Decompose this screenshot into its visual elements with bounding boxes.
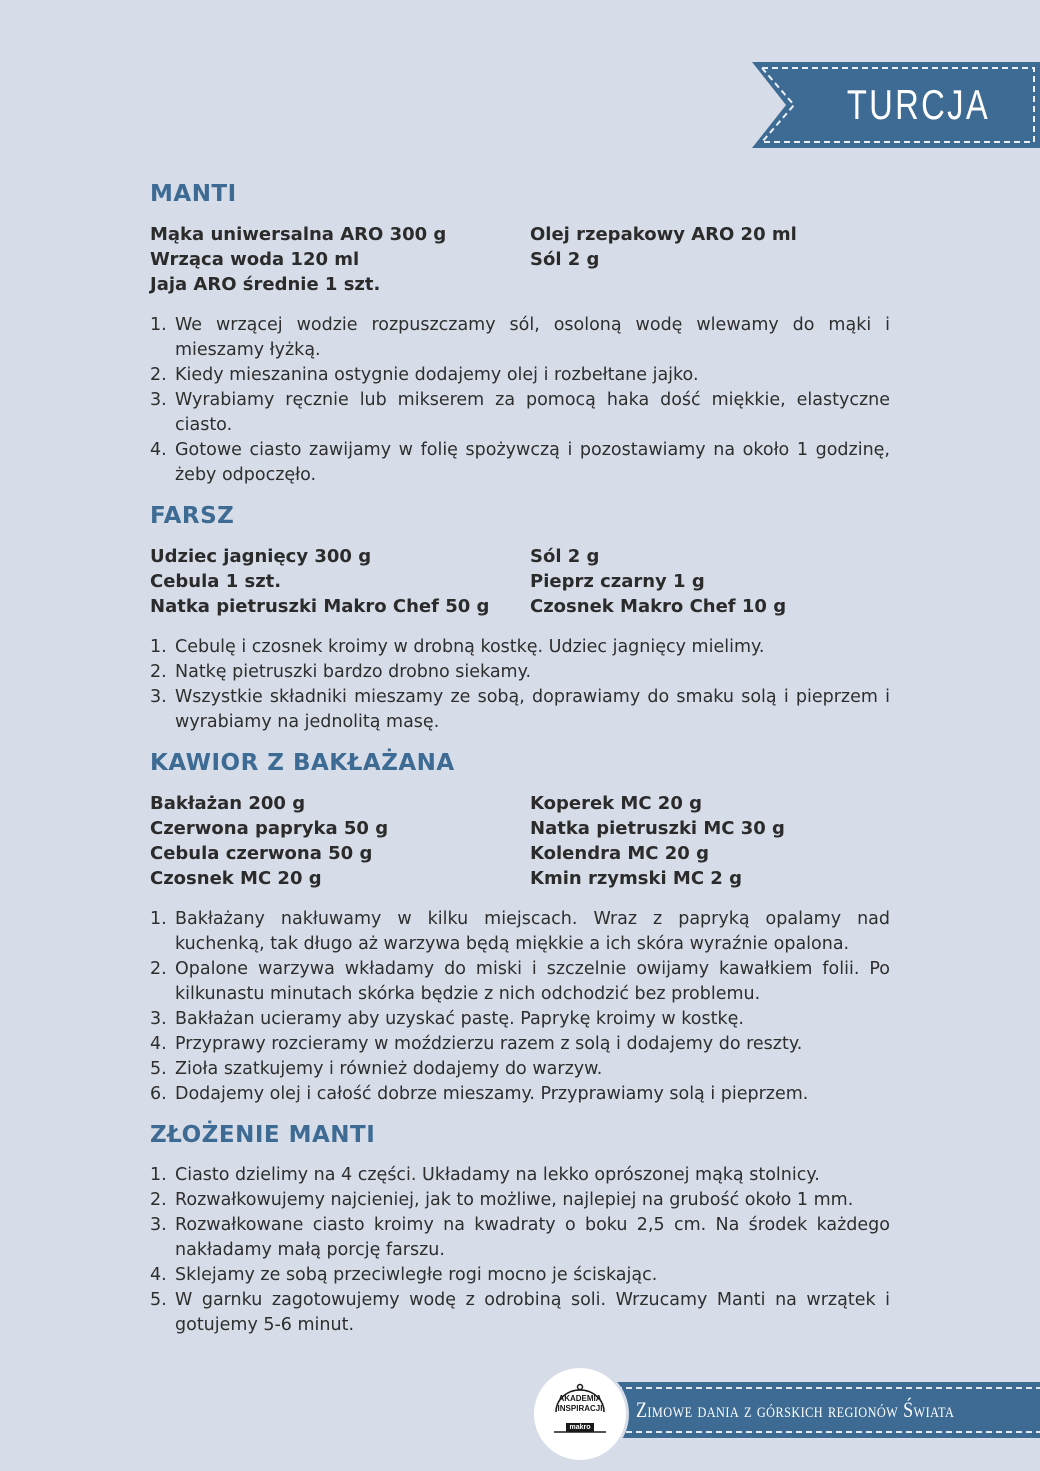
step-text: We wrzącej wodzie rozpuszczamy sól, osoloną wodę wlewamy do mąki i mieszamy łyżką. [175,315,890,360]
step-text: Natkę pietruszki bardzo drobno siekamy. [175,662,532,682]
step-text: Sklejamy ze sobą przeciwległe rogi mocno je ściskając. [175,1265,658,1285]
section-title: MANTI [150,181,237,207]
logo-badge: makro [566,1423,593,1432]
step-number: 2. [150,1190,167,1210]
step-number: 1. [150,1165,167,1185]
ingredients-column-right [530,222,890,297]
footer-tagline: Zimowe dania z górskich regionów Świata [636,1397,955,1422]
step-number: 3. [150,1009,167,1029]
step-item [150,1032,890,1057]
steps-list [150,907,890,1107]
ingredient-item: Czosnek Makro Chef 10 g [530,596,787,617]
ingredient-item: Pieprz czarny 1 g [530,571,705,592]
ingredients-column-left [150,222,530,297]
step-text: Bakłażan ucieramy aby uzyskać pastę. Paprykę kroimy w kostkę. [175,1009,744,1029]
logo-line-2: INSPIRACJI [557,1404,603,1413]
ingredient-item: Natka pietruszki MC 30 g [530,818,785,839]
step-text: W garnku zagotowujemy wodę z odrobiną soli. Wrzucamy Manti na wrzątek i gotujemy 5-6 minut. [175,1290,890,1335]
step-number: 4. [150,1265,167,1285]
ingredients-column-left [150,544,530,619]
step-item [150,660,890,685]
steps-list [150,1163,890,1338]
step-item [150,957,890,1007]
step-number: 2. [150,365,167,385]
step-number: 2. [150,662,167,682]
step-item [150,1213,890,1263]
step-text: Gotowe ciasto zawijamy w folię spożywczą i pozostawiamy na około 1 godzinę, żeby odpoczęło. [175,440,890,485]
step-item [150,1082,890,1107]
step-item [150,313,890,363]
ingredients-column-left [150,791,530,891]
step-number: 4. [150,440,167,460]
step-item [150,1007,890,1032]
step-number: 3. [150,390,167,410]
step-item [150,1163,890,1188]
step-text: Bakłażany nakłuwamy w kilku miejscach. Wraz z papryką opalamy nad kuchenką, tak długo aż warzywa będą miękkie a ich skóra wyraźnie opalona. [175,909,890,954]
ingredient-item: Wrząca woda 120 ml [150,249,360,270]
step-item [150,1057,890,1082]
step-number: 5. [150,1059,167,1079]
ingredient-item: Koperek MC 20 g [530,793,703,814]
ingredient-item: Sól 2 g [530,546,600,567]
step-item [150,363,890,388]
ingredients-column-right [530,544,890,619]
step-number: 3. [150,687,167,707]
step-number: 5. [150,1290,167,1310]
ingredients-list [150,222,890,297]
section-title: ZŁOŻENIE MANTI [150,1122,376,1148]
step-text: Przyprawy rozcieramy w moździerzu razem z solą i dodajemy do reszty. [175,1034,803,1054]
step-item [150,1263,890,1288]
step-text: Kiedy mieszanina ostygnie dodajemy olej i rozbełtane jajko. [175,365,699,385]
section-spacer [150,1153,890,1163]
ingredient-item: Czosnek MC 20 g [150,868,322,889]
step-item [150,1188,890,1213]
steps-list [150,313,890,488]
step-number: 4. [150,1034,167,1054]
step-number: 3. [150,1215,167,1235]
ingredient-item: Mąka uniwersalna ARO 300 g [150,224,447,245]
step-item [150,907,890,957]
step-text: Zioła szatkujemy i również dodajemy do warzyw. [175,1059,603,1079]
step-item [150,1288,890,1338]
step-number: 1. [150,315,167,335]
step-text: Dodajemy olej i całość dobrze mieszamy. Przyprawiamy solą i pieprzem. [175,1084,809,1104]
ingredient-item: Bakłażan 200 g [150,793,306,814]
steps-list [150,635,890,735]
step-number: 6. [150,1084,167,1104]
ingredient-item: Sól 2 g [530,249,600,270]
step-item [150,635,890,660]
ingredient-item: Jaja ARO średnie 1 szt. [150,274,381,295]
step-number: 1. [150,637,167,657]
ingredient-item: Cebula czerwona 50 g [150,843,373,864]
step-text: Cebulę i czosnek kroimy w drobną kostkę. Udziec jagnięcy mielimy. [175,637,765,657]
ingredient-item: Czerwona papryka 50 g [150,818,389,839]
step-text: Rozwałkowane ciasto kroimy na kwadraty o boku 2,5 cm. Na środek każdego nakładamy małą porcję farszu. [175,1215,890,1260]
logo-line-1: AKADEMIA [558,1394,602,1403]
section-title: KAWIOR Z BAKŁAŻANA [150,750,455,776]
step-item [150,685,890,735]
step-text: Opalone warzywa wkładamy do miski i szczelnie owijamy kawałkiem folii. Po kilkunastu minutach skórka będzie z nich odchodzić bez problemu. [175,959,890,1004]
ingredients-list [150,544,890,619]
step-text: Ciasto dzielimy na 4 części. Układamy na lekko oprószonej mąką stolnicy. [175,1165,820,1185]
ingredient-item: Natka pietruszki Makro Chef 50 g [150,596,490,617]
akademia-inspiracji-logo [534,1368,626,1460]
step-text: Wyrabiamy ręcznie lub mikserem za pomocą haka dość miękkie, elastyczne ciasto. [175,390,890,435]
ingredients-column-right [530,791,890,891]
ingredient-item: Cebula 1 szt. [150,571,282,592]
country-banner [752,62,1040,148]
step-number: 2. [150,959,167,979]
step-item [150,438,890,488]
footer-band [600,1382,1040,1438]
recipe-content [150,176,890,1348]
ingredient-item: Kmin rzymski MC 2 g [530,868,742,889]
step-number: 1. [150,909,167,929]
step-text: Wszystkie składniki mieszamy ze sobą, doprawiamy do smaku solą i pieprzem i wyrabiamy na jednolitą masę. [175,687,890,732]
section-title: FARSZ [150,503,235,529]
step-text: Rozwałkowujemy najcieniej, jak to możliwe, najlepiej na grubość około 1 mm. [175,1190,854,1210]
ingredient-item: Udziec jagnięcy 300 g [150,546,372,567]
step-item [150,388,890,438]
ingredient-item: Olej rzepakowy ARO 20 ml [530,224,797,245]
ingredient-item: Kolendra MC 20 g [530,843,709,864]
country-title: TURCJA [846,81,991,128]
ingredients-list [150,791,890,891]
